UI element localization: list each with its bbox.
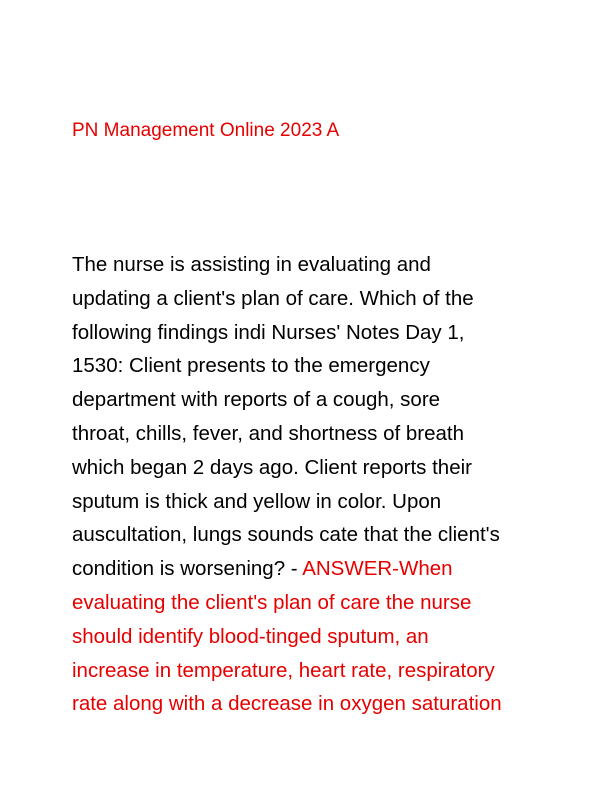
question-line: department with reports of a cough, sore [72,388,441,412]
answer-line: rate along with a decrease in oxygen saturation [72,692,502,716]
question-answer-line [72,552,544,586]
question-line: following findings indi Nurses' Notes Day 1, [72,320,465,344]
question-line-end: condition is worsening? - [72,557,303,581]
question-answer-text [72,248,544,721]
question-line: throat, chills, fever, and shortness of breath [72,421,464,445]
document-title: PN Management Online 2023 A [72,120,340,141]
question-line: which began 2 days ago. Client reports their [72,455,472,479]
answer-line: should identify blood-tinged sputum, an [72,624,429,648]
question-line: sputum is thick and yellow in color. Upon [72,489,442,513]
question-line: 1530: Client presents to the emergency [72,354,430,378]
question-line: auscultation, lungs sounds cate that the client's [72,523,500,547]
question-line: The nurse is assisting in evaluating and [72,253,431,276]
answer-line: evaluating the client's plan of care the nurse [72,590,472,614]
answer-label: ANSWER-When [302,557,453,581]
answer-line: increase in temperature, heart rate, respiratory [72,658,495,682]
question-line: updating a client's plan of care. Which of the [72,286,474,310]
